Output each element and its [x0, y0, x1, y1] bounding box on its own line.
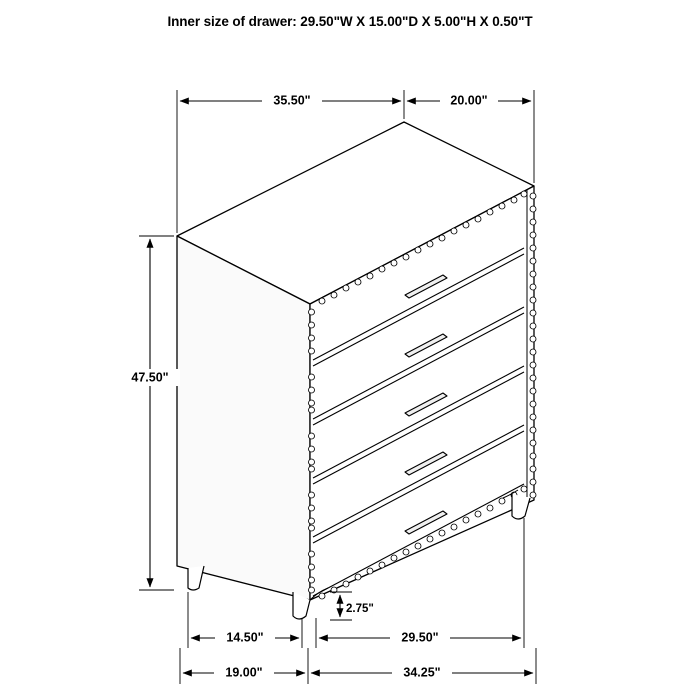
dim-top-left-width: 35.50": [273, 93, 311, 108]
dim-base-width: 34.25": [403, 665, 441, 680]
dim-leg-height: 2.75": [346, 603, 374, 616]
dim-bottom-left-depth: 14.50": [226, 630, 264, 645]
dim-bottom-front-width: 29.50": [401, 630, 439, 645]
dim-top-right-depth: 20.00": [450, 93, 488, 108]
page-title: Inner size of drawer: 29.50"W X 15.00"D X 5.00"H X 0.50"T: [167, 14, 533, 29]
dim-overall-height: 47.50": [131, 370, 169, 385]
dim-base-depth: 19.00": [225, 665, 263, 680]
chest-illustration: [177, 122, 536, 619]
